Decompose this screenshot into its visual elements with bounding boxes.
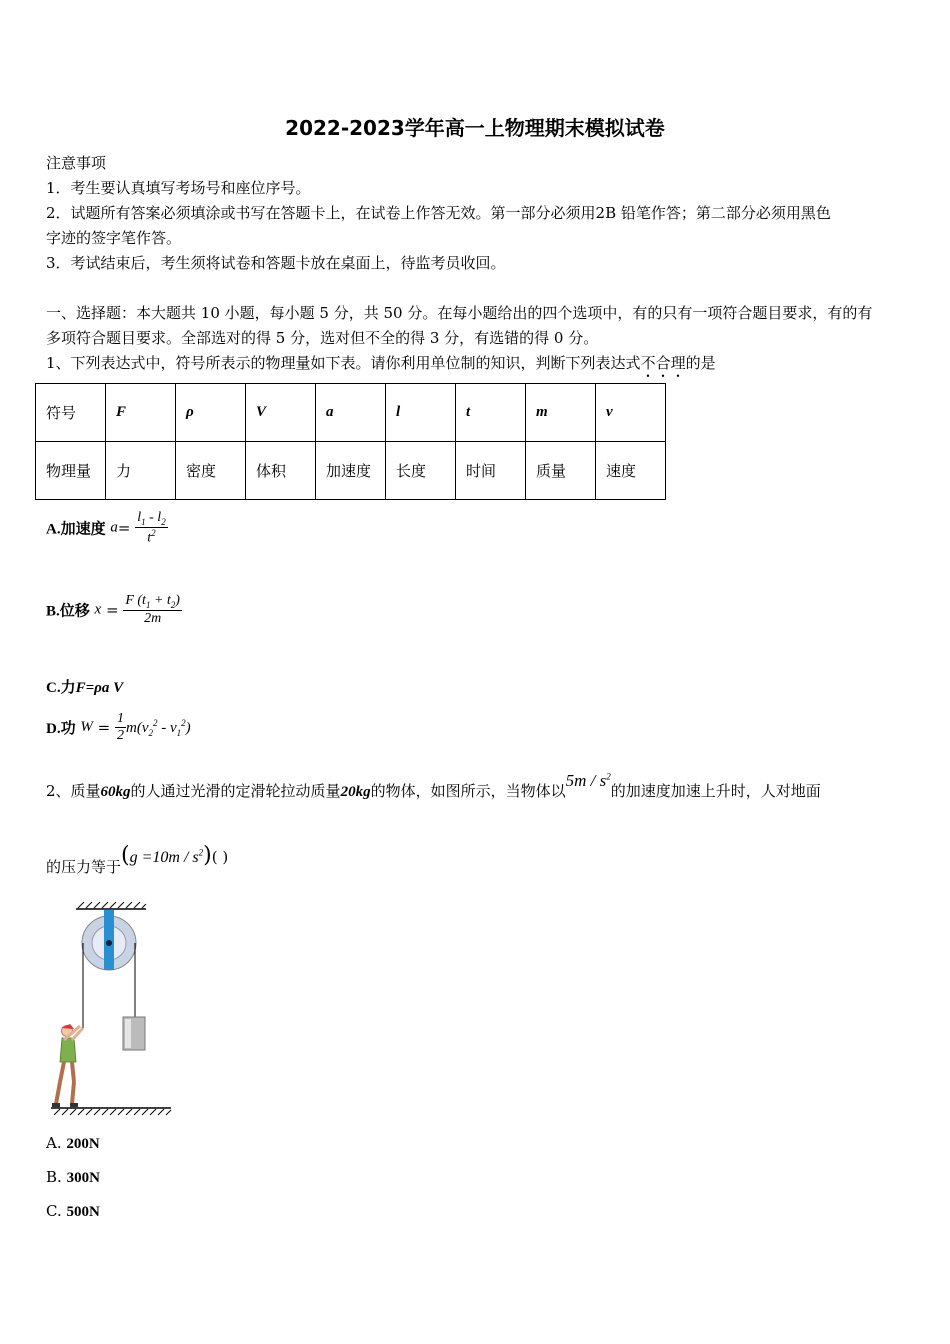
q2-gravity-value: g =10m / s [129, 849, 199, 866]
table-cell: 密度 [176, 442, 246, 500]
page-title: 2022-2023学年高一上物理期末模拟试卷 [285, 116, 665, 140]
table-cell: v [596, 384, 666, 442]
option-value: 300N [66, 1170, 100, 1186]
table-cell: m [526, 384, 596, 442]
q2-text: 的加速度加速上升时，人对地面 [610, 782, 821, 800]
q1-option-b[interactable]: B.位移 x = $\frac{F (t_1 + t_2)}{2m}$ [46, 593, 180, 626]
table-cell: l [386, 384, 456, 442]
table-cell: 时间 [456, 442, 526, 500]
table-cell: 速度 [596, 442, 666, 500]
q2-option-b[interactable] [46, 1168, 100, 1187]
option-label: D.功 [46, 721, 76, 737]
formula-fraction: $\frac{l_1 - l_2}{t^2}$ [137, 510, 166, 546]
q1-stem-pre: 1、下列表达式中，符号所表示的物理量如下表。请你利用单位制的知识，判断下列表达式 [46, 354, 641, 372]
q1-stem [46, 352, 716, 381]
q2-stem-line1 [46, 771, 821, 801]
q2-text: 的物体，如图所示，当物体以 [370, 782, 566, 800]
table-cell: 符号 [36, 384, 106, 442]
option-value: 200N [66, 1136, 100, 1152]
q2-text: 的压力等于 [46, 858, 122, 876]
q2-gravity: $g =10m / s^2$ [129, 847, 204, 866]
table-cell: ρ [176, 384, 246, 442]
formula-lhs: W [80, 719, 93, 735]
option-label: C.力 [46, 680, 76, 696]
hanging-block [123, 1017, 145, 1050]
pulley-figure [46, 900, 176, 1120]
person-figure [52, 1024, 83, 1107]
notice-item-2-cont: 字迹的签字笔作答。 [46, 229, 182, 247]
q1-option-c[interactable] [46, 676, 123, 697]
formula-lhs: a [110, 519, 118, 536]
option-label: B.位移 [46, 603, 90, 620]
option-letter: C. [46, 1202, 67, 1220]
pulley-wheel [82, 910, 136, 970]
option-value: 500N [66, 1204, 100, 1220]
section-intro-line1: 一、选择题：本大题共 10 小题，每小题 5 分，共 50 分。在每小题给出的四个选项中，有的只有一项符合题目要求，有的有 [46, 304, 873, 322]
q2-acceleration: $5m / s^2$ [565, 771, 611, 790]
q1-option-a[interactable]: A.加速度 a= $\frac{l_1 - l_2}{t^2}$ [46, 510, 166, 546]
option-label: A.加速度 [46, 521, 106, 538]
symbol-table [35, 383, 666, 500]
table-cell: F [106, 384, 176, 442]
q2-text: 的人通过光滑的定滑轮拉动质量 [130, 782, 341, 800]
q2-mass-man: 60kg [100, 784, 131, 800]
ceiling-hatch [76, 902, 146, 909]
section-intro-line2: 多项符合题目要求。全部选对的得 5 分，选对但不全的得 3 分，有选错的得 0 分。 [46, 329, 599, 347]
q2-mass-object: 20kg [340, 784, 371, 800]
option-letter: A. [46, 1134, 67, 1152]
q2-text: 2、质量 [46, 782, 101, 800]
table-cell: 体积 [246, 442, 316, 500]
formula-fraction: $\frac{F (t_1 + t_2)}{2m}$ [125, 593, 180, 626]
notice-heading: 注意事项 [46, 154, 107, 172]
table-row [36, 442, 666, 500]
q2-option-c[interactable] [46, 1202, 100, 1221]
table-cell: 长度 [386, 442, 456, 500]
q1-stem-emphasis: 不合理 [640, 354, 686, 372]
q2-option-a[interactable] [46, 1134, 100, 1153]
formula-fraction: $\frac{1}{2}$ [117, 711, 124, 743]
table-cell: t [456, 384, 526, 442]
table-cell: 力 [106, 442, 176, 500]
q1-stem-post: 的是 [685, 354, 716, 372]
q2-answer-blank: ( ) [211, 848, 229, 866]
option-letter: B. [46, 1168, 67, 1186]
ground-hatch [51, 1108, 171, 1115]
formula: F=ρa V [75, 680, 124, 696]
table-cell: 质量 [526, 442, 596, 500]
table-cell: 物理量 [36, 442, 106, 500]
notice-item-3: 3．考试结束后，考生须将试卷和答题卡放在桌面上，待监考员收回。 [46, 254, 506, 272]
notice-item-2: 2．试题所有答案必须填涂或书写在答题卡上，在试卷上作答无效。第一部分必须用2B 铅笔作答；第二部分必须用黑色 [46, 204, 831, 222]
table-cell: 加速度 [316, 442, 386, 500]
table-cell: V [246, 384, 316, 442]
q1-option-d[interactable]: D.功 W = $\frac{1}{2}$ $m(v_2^2 - v_1^2)$ [46, 711, 191, 743]
table-cell: a [316, 384, 386, 442]
q2-stem-line2: 的压力等于$(g =10m / s^2)$( ) [46, 843, 229, 876]
q2-acceleration-value: 5m / s [565, 771, 607, 790]
notice-item-1: 1．考生要认真填写考场号和座位序号。 [46, 179, 311, 197]
formula-lhs: x [94, 601, 102, 618]
table-row [36, 384, 666, 442]
